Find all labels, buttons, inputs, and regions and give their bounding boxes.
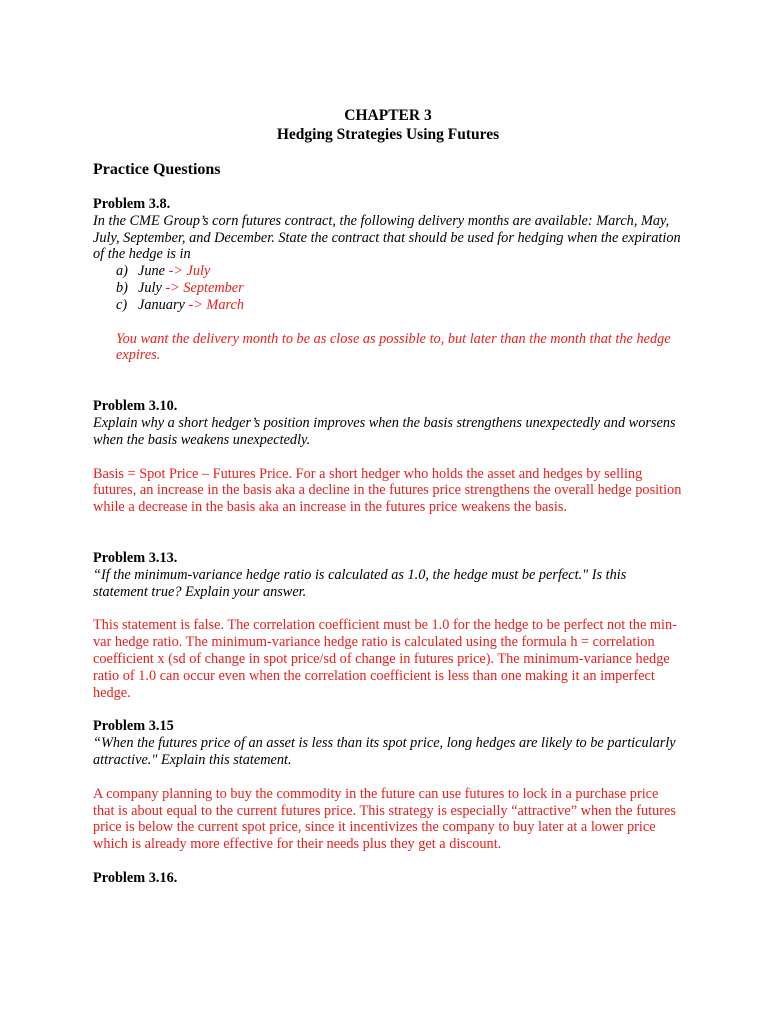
problem-question: Explain why a short hedger’s position improves when the basis strengthens unexpectedly and worsens when the basis weakens unexpectedly. [93, 414, 676, 448]
problem-3-16 [93, 870, 683, 887]
problem-answer: A company planning to buy the commodity in the future can use futures to lock in a purchase price that is about equal to the current futures price. This strategy is especially “attractive” when the futures price is below the current spot price, since it incentivizes the company to buy later at a lower price which is already more effective for their needs plus they get a discount. [93, 785, 676, 853]
problem-title: Problem 3.13. [93, 549, 178, 566]
option-marker: b) [116, 279, 128, 296]
problem-3-10 [93, 398, 683, 516]
option-item [93, 297, 683, 314]
option-text: January [138, 296, 189, 313]
option-answer: -> July [168, 263, 211, 280]
option-list [93, 263, 683, 313]
problem-3-15 [93, 718, 683, 853]
option-item [93, 280, 683, 297]
chapter-title: Hedging Strategies Using Futures [276, 126, 500, 143]
option-text: July [138, 279, 166, 296]
problem-answer: You want the delivery month to be as close as possible to, but later than the month that the hedge expires. [116, 330, 671, 364]
chapter-number: CHAPTER 3 [344, 107, 432, 124]
problem-3-8 [93, 196, 683, 364]
option-text: June [138, 263, 169, 280]
problem-title: Problem 3.15 [93, 718, 174, 735]
problem-question: “When the futures price of an asset is less than its spot price, long hedges are likely to be particularly attractive." Explain this statement. [93, 735, 676, 768]
option-answer: -> March [188, 296, 245, 313]
option-item [93, 263, 683, 280]
chapter-header [93, 106, 683, 144]
section-heading: Practice Questions [93, 161, 221, 178]
option-marker: c) [116, 296, 128, 313]
problem-answer: Basis = Spot Price – Futures Price. For a short hedger who holds the asset and hedges by selling futures, an increase in the basis aka a decline in the futures price strengthens the overall hedge position while a decrease in the basis aka an increase in the futures price weakens the basis. [93, 465, 682, 516]
problem-question: In the CME Group’s corn futures contract, the following delivery months are available: March, May, July, September, and December. State the contract that should be used for hedging when the expiration of the hedge is in [93, 212, 681, 263]
problem-title: Problem 3.16. [93, 869, 178, 886]
problem-answer: This statement is false. The correlation coefficient must be 1.0 for the hedge to be perfect not the min-var hedge ratio. The minimum-variance hedge ratio is calculated using the formula h = correlation coefficient x (sd of change in spot price/sd of change in futures price). The minimum-variance hedge ratio of 1.0 can occur even when the correlation coefficient is less than one making it an imperfect hedge. [93, 617, 677, 701]
problem-question: “If the minimum-variance hedge ratio is calculated as 1.0, the hedge must be perfect." Is this statement true? Explain your answer. [93, 566, 627, 600]
problem-3-13 [93, 550, 683, 701]
problem-title: Problem 3.10. [93, 398, 178, 415]
option-marker: a) [116, 263, 128, 280]
option-answer: -> September [165, 279, 244, 296]
document-body [93, 106, 683, 887]
problem-title: Problem 3.8. [93, 196, 171, 212]
